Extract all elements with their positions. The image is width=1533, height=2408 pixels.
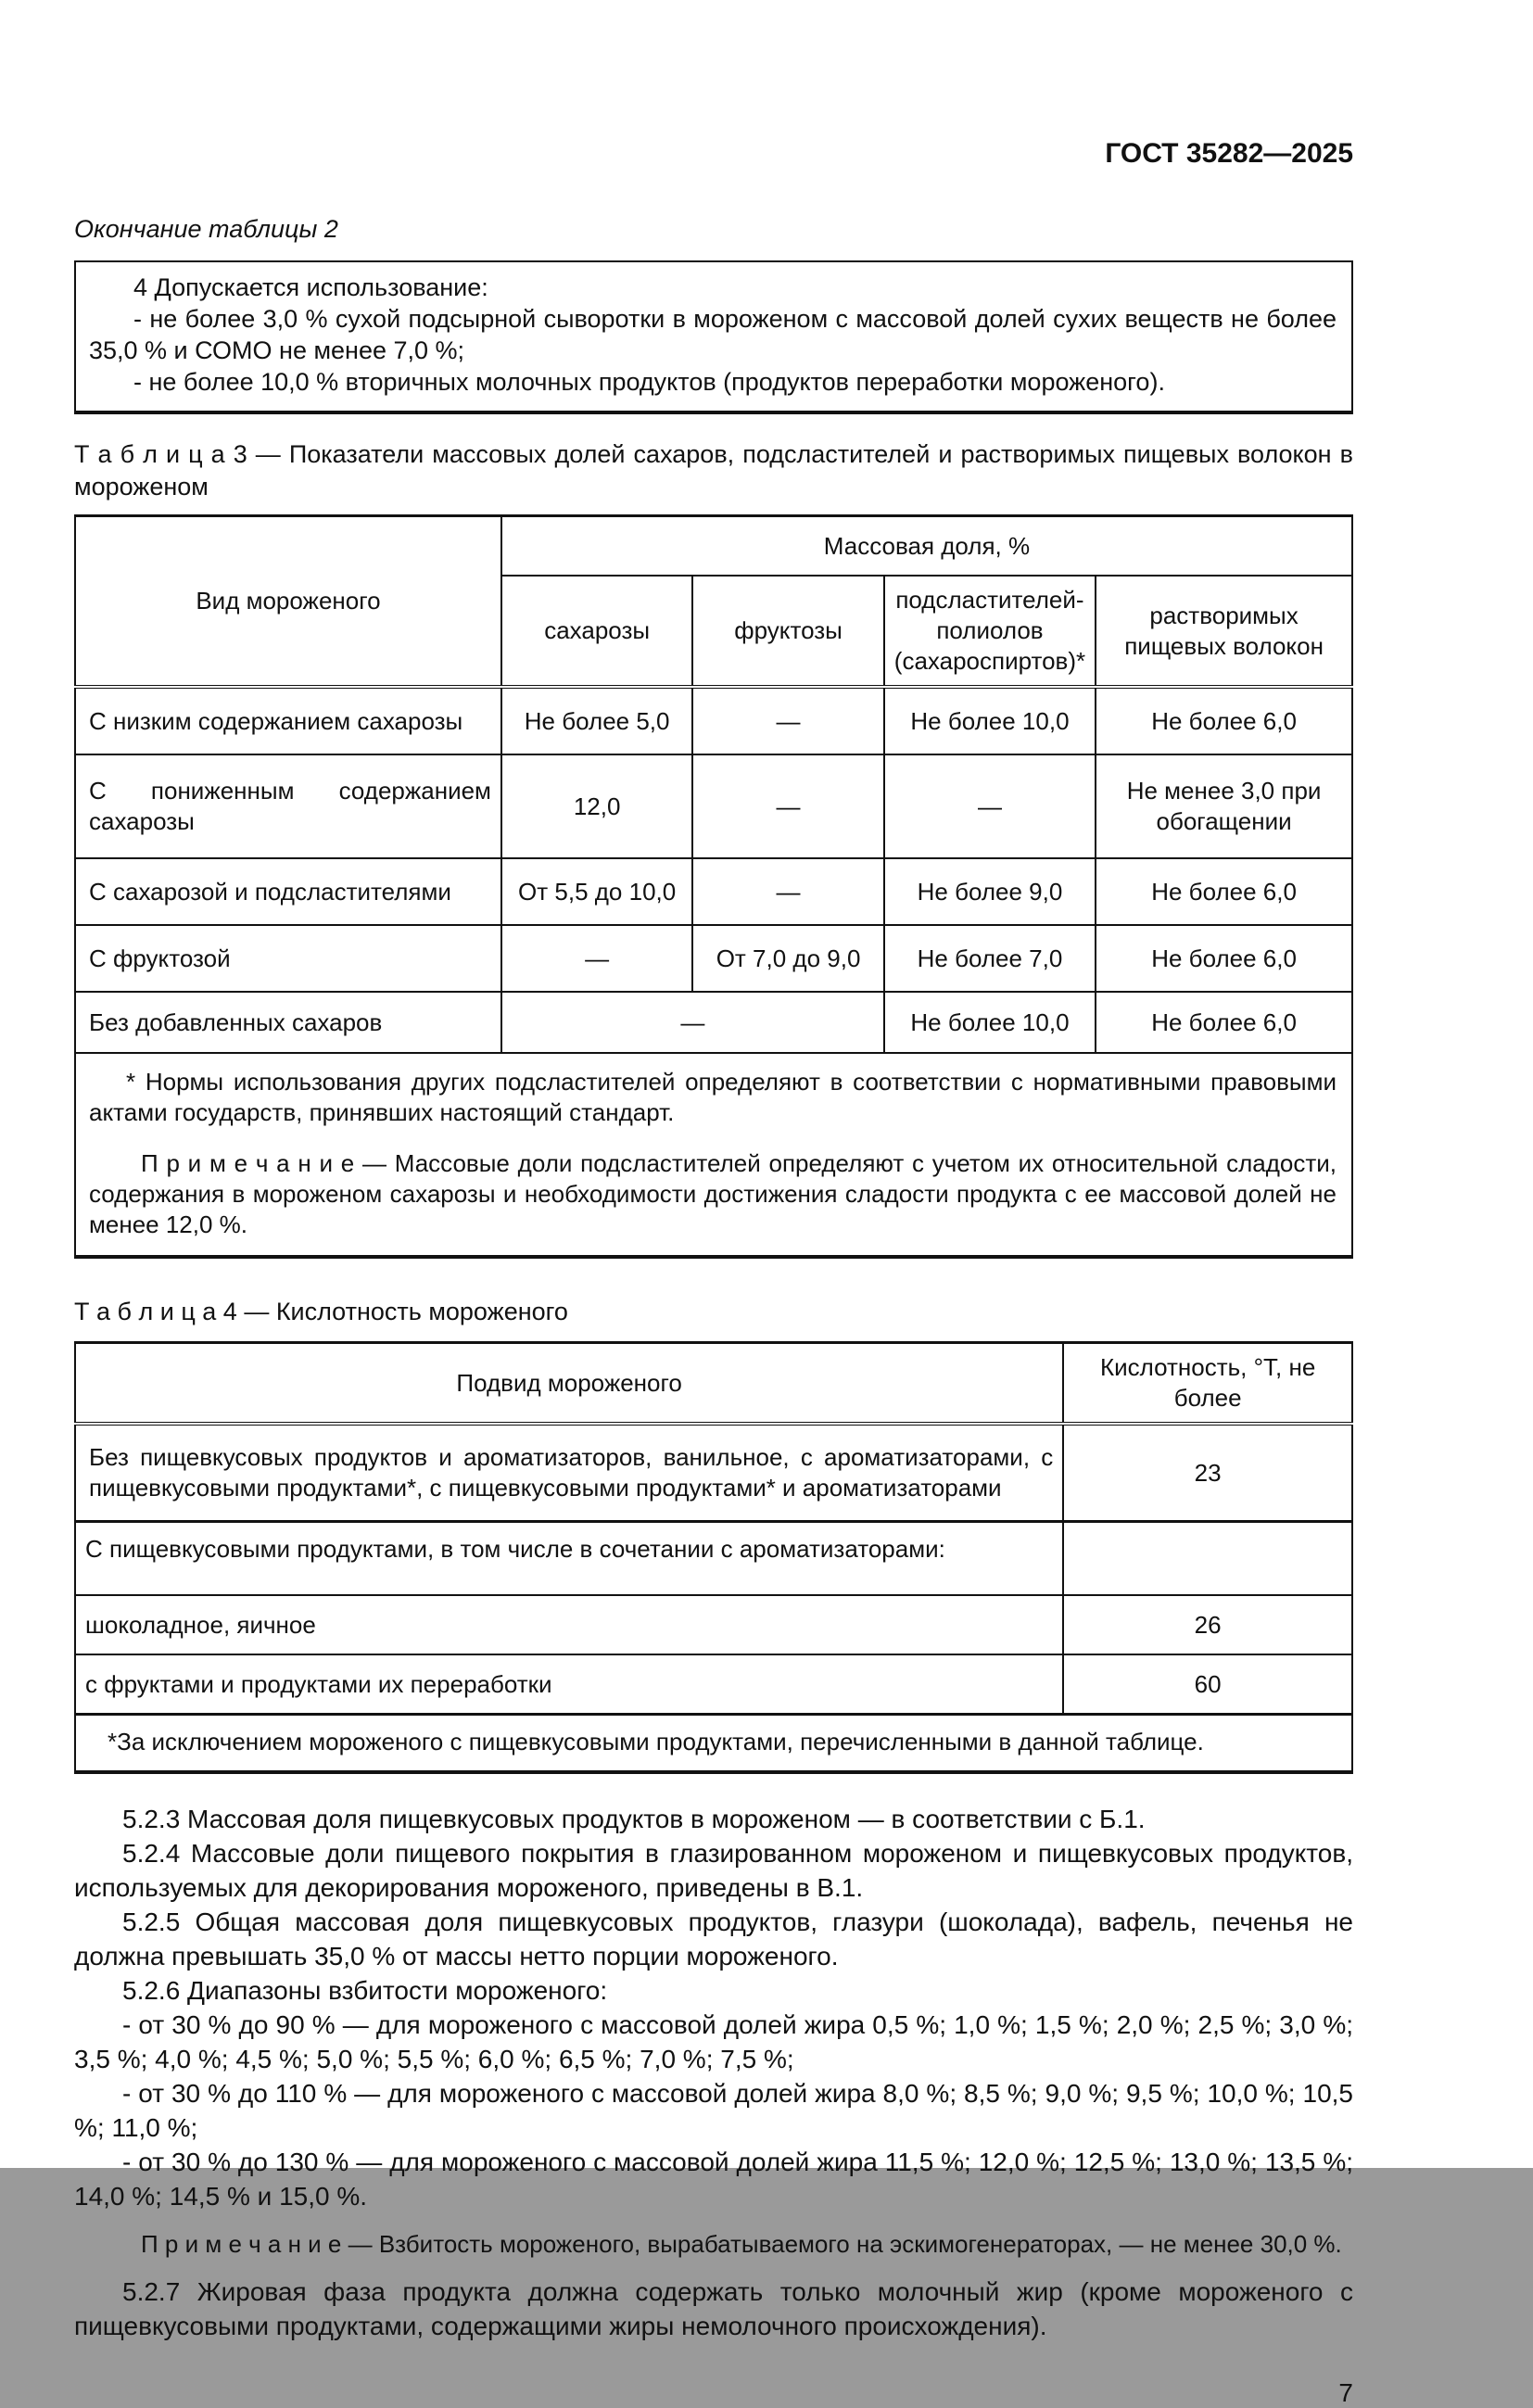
- table-row: [75, 1654, 1352, 1715]
- table3-header-group: Массовая доля, %: [501, 516, 1352, 577]
- table4-cell-subkind: Без пищевкусовых продуктов и ароматизаторов, ванильное, с ароматизаторами, с пищевкусовыми продуктами*, с пищевкусовыми продуктами* и ароматизаторами: [75, 1424, 1063, 1522]
- table3-cell-kind: С сахарозой и подсластителями: [75, 858, 501, 925]
- paragraph-5-2-5: 5.2.5 Общая массовая доля пищевкусовых продуктов, глазури (шоколада), вафель, печенья не должна превышать 35,0 % от массы нетто порции мороженого.: [74, 1907, 1353, 1971]
- paragraph-whipping-range-3: - от 30 % до 130 % — для мороженого с массовой долей жира 11,5 %; 12,0 %; 12,5 %; 13,0 %; 13,5 %; 14,0 %; 14,5 % и 15,0 %.: [74, 2148, 1353, 2211]
- table3-cell-sucrose: —: [501, 925, 692, 992]
- table2-continuation-caption: Окончание таблицы 2: [74, 215, 338, 243]
- table4-caption: Т а б л и ц а 4 — Кислотность мороженого: [74, 1298, 568, 1325]
- table4-footnote-cell: [75, 1715, 1352, 1773]
- table-row: [75, 925, 1352, 992]
- table3-note: П р и м е ч а н и е — Массовые доли подсластителей определяют с учетом их относительной сладости, содержания в мороженом сахарозы и необходимости достижения сладости продукта с ее массовой долей не менее 12,0 %.: [89, 1149, 1337, 1238]
- paragraph-5-2-4: 5.2.4 Массовые доли пищевого покрытия в глазированном мороженом и пищевкусовых продуктов, используемых для декорирования мороженого, приведены в В.1.: [74, 1839, 1353, 1902]
- table-row: [75, 1424, 1352, 1522]
- table3-cell-polyols: Не более 10,0: [884, 687, 1096, 754]
- table3-cell-kind: С низким содержанием сахарозы: [75, 687, 501, 754]
- table4-footnote: *За исключением мороженого с пищевкусовыми продуктами, перечисленными в данной таблице.: [108, 1728, 1204, 1755]
- table4-cell-acidity: [1063, 1522, 1352, 1596]
- table3-cell-polyols: Не более 10,0: [884, 992, 1096, 1053]
- table4-cell-subkind: с фруктами и продуктами их переработки: [75, 1654, 1063, 1715]
- table3-sugars: [74, 514, 1353, 1259]
- table3-cell-sucrose: Не более 5,0: [501, 687, 692, 754]
- table2-note-line: - не более 3,0 % сухой подсырной сыворотки в мороженом с массовой долей сухих веществ не более 35,0 % и СОМО не менее 7,0 %;: [89, 305, 1337, 364]
- standard-number-header: ГОСТ 35282—2025: [1105, 138, 1353, 169]
- table2-note-box: [74, 260, 1353, 414]
- table3-cell-fibers: Не менее 3,0 при обогащении: [1096, 754, 1352, 858]
- table3-cell-polyols: Не более 7,0: [884, 925, 1096, 992]
- table4-cell-acidity: 60: [1063, 1654, 1352, 1715]
- table3-header-sucrose: сахарозы: [501, 576, 692, 687]
- table3-footnote: * Нормы использования других подсластителей определяют в соответствии с нормативными правовыми актами государств, принявших настоящий стандарт.: [89, 1068, 1337, 1126]
- table-row-footnote: [75, 1715, 1352, 1773]
- table4-cell-subkind: С пищевкусовыми продуктами, в том числе в сочетании с ароматизаторами:: [75, 1522, 1063, 1596]
- table3-cell-fibers: Не более 6,0: [1096, 858, 1352, 925]
- table-row-footnote: [75, 1053, 1352, 1257]
- table3-cell-polyols: Не более 9,0: [884, 858, 1096, 925]
- table3-header-fibers: растворимых пищевых волокон: [1096, 576, 1352, 687]
- table3-cell-sucrose: От 5,5 до 10,0: [501, 858, 692, 925]
- whipping-note: П р и м е ч а н и е — Взбитость мороженого, вырабатываемого на эскимогенераторах, — не менее 30,0 %.: [141, 2230, 1342, 2258]
- table3-cell-fructose: —: [692, 754, 883, 858]
- paragraph-5-2-7: 5.2.7 Жировая фаза продукта должна содержать только молочный жир (кроме мороженого с пищевкусовыми продуктами, содержащими жиры немолочного происхождения).: [74, 2277, 1353, 2340]
- table4-header-subkind: Подвид мороженого: [75, 1343, 1063, 1425]
- table3-header-kind: Вид мороженого: [75, 516, 501, 688]
- table-row: [75, 754, 1352, 858]
- table2-note-line: - не более 10,0 % вторичных молочных продуктов (продуктов переработки мороженого).: [133, 368, 1165, 396]
- table4-cell-acidity: 26: [1063, 1595, 1352, 1654]
- table3-cell-kind: С фруктозой: [75, 925, 501, 992]
- table3-cell-fibers: Не более 6,0: [1096, 687, 1352, 754]
- table3-cell-fibers: Не более 6,0: [1096, 992, 1352, 1053]
- table4-cell-subkind: шоколадное, яичное: [75, 1595, 1063, 1654]
- table-row: [75, 992, 1352, 1053]
- table3-header-polyols: подсластителей-полиолов (сахароспиртов)*: [884, 576, 1096, 687]
- table4-header-acidity: Кислотность, °Т, не более: [1063, 1343, 1352, 1425]
- table-row: [75, 1522, 1352, 1596]
- table3-cell-fructose: —: [692, 687, 883, 754]
- table3-footnote-cell: [75, 1053, 1352, 1257]
- table4-cell-acidity: 23: [1063, 1424, 1352, 1522]
- paragraph-whipping-range-1: - от 30 % до 90 % — для мороженого с массовой долей жира 0,5 %; 1,0 %; 1,5 %; 2,0 %; 2,5 %; 3,0 %; 3,5 %; 4,0 %; 4,5 %; 5,0 %; 5,5 %; 6,0 %; 6,5 %; 7,0 %; 7,5 %;: [74, 2010, 1353, 2073]
- table-row: [75, 687, 1352, 754]
- table3-cell-kind: Без добавленных сахаров: [75, 992, 501, 1053]
- table4-acidity: [74, 1341, 1353, 1774]
- paragraph-5-2-6: 5.2.6 Диапазоны взбитости мороженого:: [122, 1976, 608, 2005]
- table3-cell-polyols: —: [884, 754, 1096, 858]
- page-number: 7: [1338, 2378, 1353, 2407]
- table3-cell-fructose: От 7,0 до 9,0: [692, 925, 883, 992]
- table3-cell-fructose: —: [692, 858, 883, 925]
- table3-cell-sugars-dash: —: [501, 992, 884, 1053]
- table2-note-line: 4 Допускается использование:: [133, 273, 488, 301]
- table3-cell-sucrose: 12,0: [501, 754, 692, 858]
- table3-cell-fibers: Не более 6,0: [1096, 925, 1352, 992]
- table-row: [75, 1595, 1352, 1654]
- table3-caption: Т а б л и ц а 3 — Показатели массовых долей сахаров, подсластителей и растворимых пищевых волокон в мороженом: [74, 440, 1353, 501]
- paragraph-5-2-3: 5.2.3 Массовая доля пищевкусовых продуктов в мороженом — в соответствии с Б.1.: [122, 1805, 1146, 1833]
- table3-header-fructose: фруктозы: [692, 576, 883, 687]
- table-row: [75, 858, 1352, 925]
- paragraph-whipping-range-2: - от 30 % до 110 % — для мороженого с массовой долей жира 8,0 %; 8,5 %; 9,0 %; 9,5 %; 10,0 %; 10,5 %; 11,0 %;: [74, 2079, 1353, 2142]
- table3-cell-kind: С пониженным содержанием сахарозы: [75, 754, 501, 858]
- body-text-block: [74, 1802, 1353, 2343]
